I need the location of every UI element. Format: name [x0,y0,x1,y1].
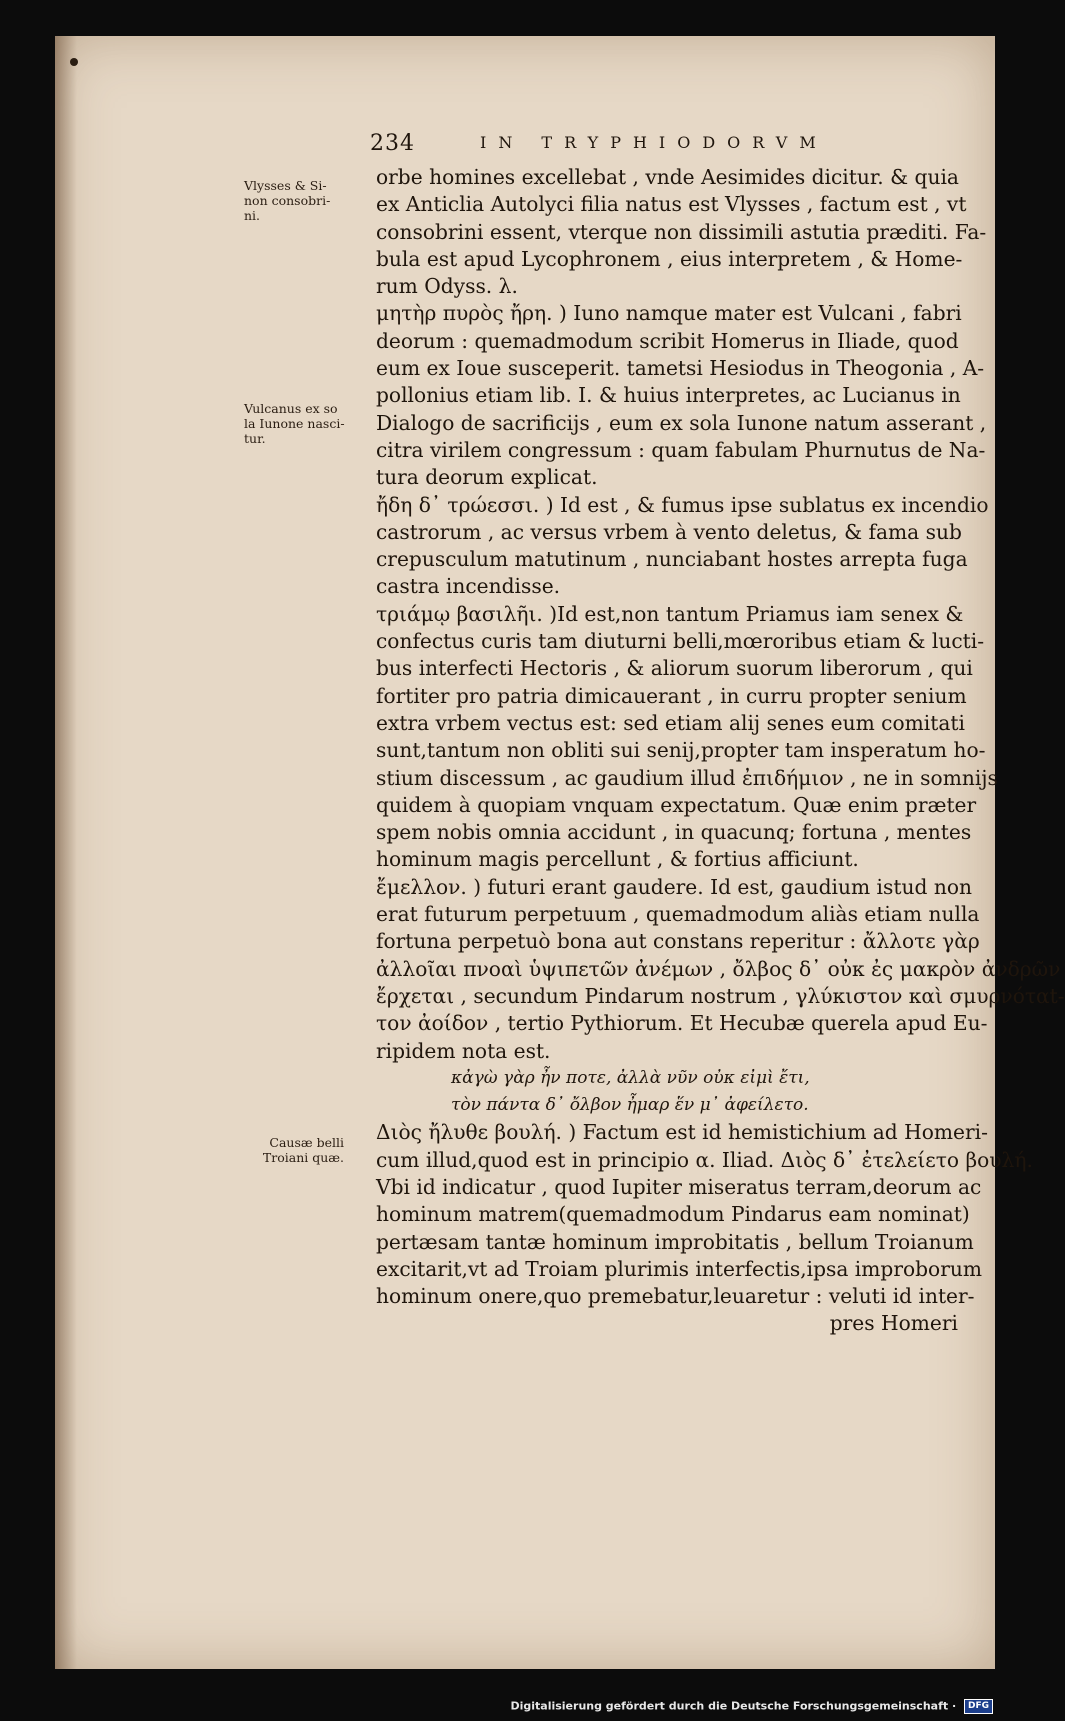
body-text [376,164,1065,1338]
text-line: citra virilem congressum : quam fabulam Phurnutus de Na- [376,437,986,462]
text-line: quidem à quopiam vnquam expectatum. Quæ enim præter [376,792,977,817]
text-line: ἤδη δ᾽ τρώεσσι. ) Id est , & fumus ipse sublatus ex incendio [376,492,989,517]
running-title: IN TRYPHIODORVM [480,133,828,152]
text-line: Vbi id indicatur , quod Iupiter miseratus terram,deorum ac [376,1174,982,1199]
text-line: hominum magis percellunt , & fortius afficiunt. [376,847,859,872]
text-line: tura deorum explicat. [376,465,598,490]
footer-credit: Digitalisierung gefördert durch die Deutsche Forschungsgemeinschaft · [510,1699,957,1713]
text-line: ἔμελλον. ) futuri erant gaudere. Id est, gaudium istud non [376,874,972,899]
text-line: Διὸς ἤλυθε βουλή. ) Factum est id hemistichium ad Homeri- [376,1120,988,1145]
text-line: excitarit,vt ad Troiam plurimis interfectis,ipsa improborum [376,1256,982,1281]
text-line: orbe homines excellebat , vnde Aesimides dicitur. & quia [376,165,959,189]
dfg-logo: DFG [964,1699,993,1714]
margin-note-vulcanus: Vulcanus ex so la Iunone nasci- tur. [244,401,345,446]
text-line: erat futurum perpetuum , quemadmodum aliàs etiam nulla [376,902,980,927]
page-number: 234 [370,131,415,156]
text-line: bula est apud Lycophronem , eius interpretem , & Home- [376,246,963,271]
verse-line: κἀγὼ γὰρ ἦν ποτε, ἀλλὰ νῦν οὐκ εἰμὶ ἔτι, [451,1067,810,1088]
text-line: extra vrbem vectus est: sed etiam alij senes eum comitati [376,710,965,735]
page-header [370,131,930,161]
text-line: eum ex Ioue susceperit. tametsi Hesiodus in Theogonia , A- [376,356,985,381]
text-line: ripidem nota est. [376,1038,551,1063]
margin-note-causae-belli: Causæ belli Troiani quæ. [262,1135,344,1165]
text-line: hominum onere,quo premebatur,leuaretur : veluti id inter- [376,1284,975,1309]
text-line: sunt,tantum non obliti sui senij,propter tam insperatum ho- [376,738,986,763]
text-line: spem nobis omnia accidunt , in quacunq; fortuna , mentes [376,820,972,845]
text-line: pollonius etiam lib. I. & huius interpretes, ac Lucianus in [376,383,961,408]
text-line: ἔρχεται , secundum Pindarum nostrum , γλύκιστον καὶ σμυρνόταt- [376,983,1065,1008]
text-line: bus interfecti Hectoris , & aliorum suorum liberorum , qui [376,656,973,681]
text-line: castra incendisse. [376,574,561,599]
text-line: τριάμῳ βασιλῆι. )Id est,non tantum Priamus iam senex & [376,601,964,626]
text-line: rum Odyss. λ. [376,274,518,299]
verse-line: τὸν πάντα δ᾽ ὄλβον ἦμαρ ἕν μ᾽ ἀφείλετο. [451,1095,809,1116]
text-line: crepusculum matutinum , nunciabant hostes arrepta fuga [376,547,968,572]
page-gutter-shadow [55,36,77,1669]
text-line: hominum matrem(quemadmodum Pindarus eam nominat) [376,1202,970,1227]
text-line: ἀλλοῖαι πνοαὶ ὑψιπετῶν ἀνέμων , ὄλβος δ᾽ οὐκ ἐς μακρὸν ἀνδρῶν [376,956,1061,981]
digitization-footer [0,1699,993,1719]
text-line: fortiter pro patria dimicauerant , in curru propter senium [376,683,967,708]
text-line: stium discessum , ac gaudium illud ἐπιδήμιον , ne in somnijs [376,765,998,790]
margin-note-vlysses: Vlysses & Si- non consobri- ni. [244,178,331,223]
ink-spot [70,58,78,66]
text-line: ex Anticlia Autolyci filia natus est Vlysses , factum est , vt [376,192,967,217]
catchword-line: pres Homeri [829,1311,958,1336]
text-line: deorum : quemadmodum scribit Homerus in Iliade, quod [376,328,959,353]
text-line: castrorum , ac versus vrbem à vento deletus, & fama sub [376,519,962,544]
text-line: pertæsam tantæ hominum improbitatis , bellum Troianum [376,1229,974,1254]
text-line: τον ἀοίδον , tertio Pythiorum. Et Hecubæ querela apud Eu- [376,1011,988,1036]
text-line: fortuna perpetuò bona aut constans reperitur : ἄλλοτε γὰρ [376,929,980,954]
text-line: Dialogo de sacrificijs , eum ex sola Iunone natum asserant , [376,410,987,435]
text-line: cum illud,quod est in principio α. Iliad. Διὸς δ᾽ ἐτελείετο βουλή. [376,1147,1033,1172]
text-line: μητὴρ πυρὸς ἤρη. ) Iuno namque mater est Vulcani , fabri [376,301,962,326]
text-line: confectus curis tam diuturni belli,mœroribus etiam & lucti- [376,629,985,654]
text-line: consobrini essent, vterque non dissimili astutia præditi. Fa- [376,219,987,244]
